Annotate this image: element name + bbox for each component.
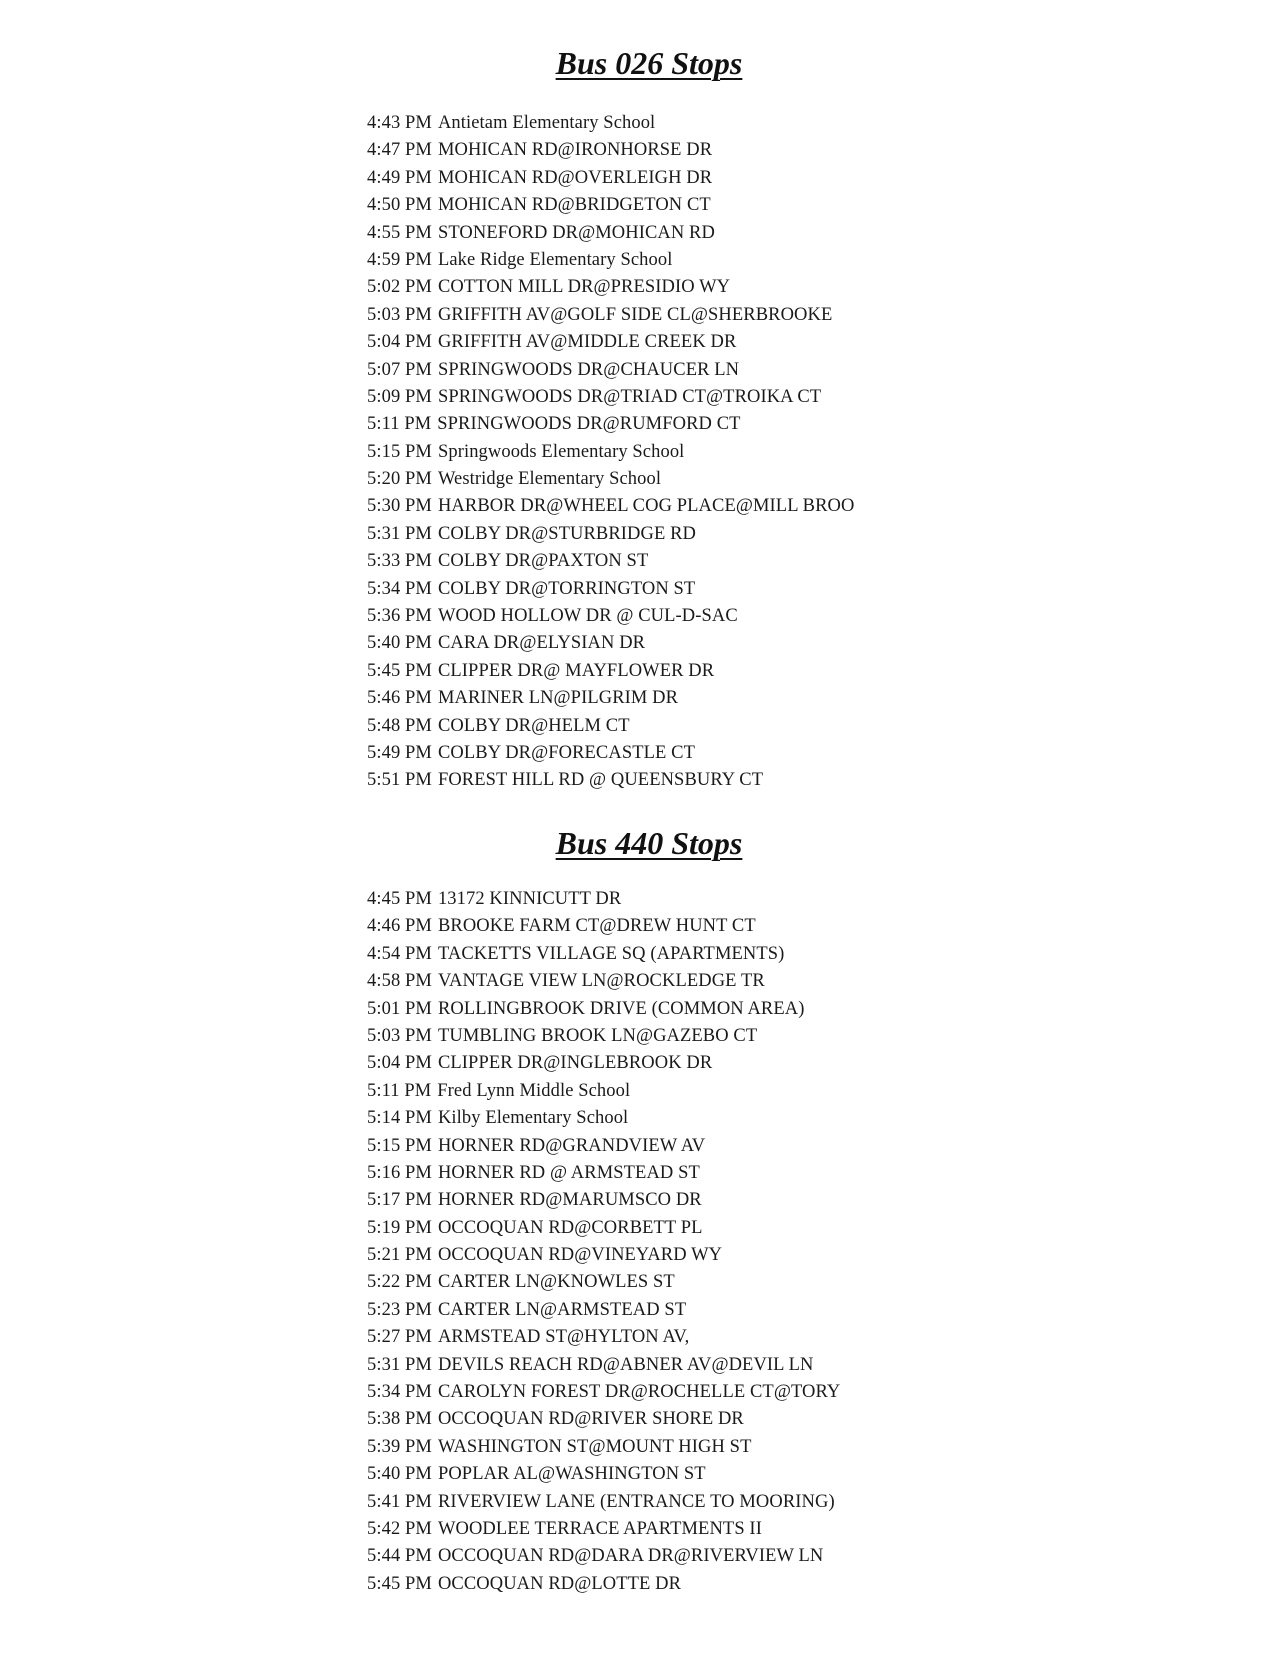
stop-item <box>367 1461 1278 1488</box>
stop-time: 5:17 PM <box>367 1190 432 1211</box>
stop-time: 5:40 PM <box>367 633 432 654</box>
stop-time: 5:21 PM <box>367 1245 432 1266</box>
stop-item <box>367 110 1278 137</box>
stop-time: 5:30 PM <box>367 496 432 517</box>
stop-item <box>367 603 1278 630</box>
stop-time: 4:47 PM <box>367 140 432 161</box>
stop-time: 5:07 PM <box>367 359 432 380</box>
stop-location: WOOD HOLLOW DR @ CUL-D-SAC <box>437 606 738 627</box>
stop-item <box>367 1050 1278 1077</box>
stop-item <box>367 220 1278 247</box>
stop-location: CARTER LN@KNOWLES ST <box>437 1272 675 1293</box>
stop-item <box>367 1379 1278 1406</box>
stop-time: 5:45 PM <box>367 660 432 681</box>
stop-item <box>367 411 1278 438</box>
stop-item <box>367 913 1278 940</box>
stop-item <box>367 1543 1278 1570</box>
stop-time: 4:58 PM <box>367 971 432 992</box>
stop-time: 5:34 PM <box>367 578 432 599</box>
stop-time: 5:20 PM <box>367 469 432 490</box>
stop-item <box>367 1489 1278 1516</box>
stop-location: MOHICAN RD@OVERLEIGH DR <box>437 167 713 188</box>
stop-time: 5:31 PM <box>367 1354 432 1375</box>
stop-time: 4:43 PM <box>367 113 432 133</box>
stop-location: SPRINGWOODS DR@CHAUCER LN <box>437 359 740 380</box>
stop-location: SPRINGWOODS DR@TRIAD CT@TROIKA CT <box>437 386 822 407</box>
stop-item <box>367 740 1278 767</box>
bus-026-stop-list <box>367 110 1278 795</box>
stop-location: MOHICAN RD@IRONHORSE DR <box>437 140 713 161</box>
stop-location: HORNER RD@MARUMSCO DR <box>437 1190 702 1211</box>
stop-time: 4:46 PM <box>367 916 432 937</box>
stop-time: 4:45 PM <box>367 889 432 909</box>
stop-item <box>367 1406 1278 1433</box>
stop-location: TUMBLING BROOK LN@GAZEBO CT <box>437 1025 758 1046</box>
stop-location: HARBOR DR@WHEEL COG PLACE@MILL BROO <box>437 496 855 517</box>
stop-time: 5:14 PM <box>367 1108 432 1129</box>
stop-location: Westridge Elementary School <box>437 469 662 490</box>
stop-location: COLBY DR@TORRINGTON ST <box>437 578 696 599</box>
stop-item <box>367 1324 1278 1351</box>
stop-time: 5:49 PM <box>367 742 432 763</box>
stop-location: HORNER RD @ ARMSTEAD ST <box>437 1162 700 1183</box>
stop-item <box>367 493 1278 520</box>
stop-item <box>367 1571 1278 1598</box>
stop-item <box>367 767 1278 794</box>
stop-item <box>367 941 1278 968</box>
stop-item <box>367 1269 1278 1296</box>
stop-location: COLBY DR@FORECASTLE CT <box>437 742 695 763</box>
stop-time: 5:19 PM <box>367 1217 432 1238</box>
stop-location: OCCOQUAN RD@VINEYARD WY <box>437 1245 723 1266</box>
stop-item <box>367 466 1278 493</box>
stop-location: HORNER RD@GRANDVIEW AV <box>437 1135 706 1156</box>
stop-item <box>367 886 1278 913</box>
stop-item <box>367 384 1278 411</box>
stop-location: TACKETTS VILLAGE SQ (APARTMENTS) <box>437 943 785 964</box>
stop-time: 5:01 PM <box>367 998 432 1019</box>
bus-440-section <box>0 818 1278 1598</box>
stop-location: CARTER LN@ARMSTEAD ST <box>437 1299 687 1320</box>
stop-time: 4:49 PM <box>367 167 432 188</box>
stop-item <box>367 137 1278 164</box>
stop-item <box>367 1297 1278 1324</box>
stop-time: 5:03 PM <box>367 304 432 325</box>
stop-time: 5:09 PM <box>367 386 432 407</box>
stop-location: Antietam Elementary School <box>437 113 656 133</box>
stop-location: FOREST HILL RD @ QUEENSBURY CT <box>437 770 764 791</box>
stop-location: WOODLEE TERRACE APARTMENTS II <box>437 1518 762 1539</box>
stop-item <box>367 1516 1278 1543</box>
stop-time: 5:41 PM <box>367 1491 432 1512</box>
stop-item <box>367 1160 1278 1187</box>
stop-item <box>367 1078 1278 1105</box>
stop-location: CARA DR@ELYSIAN DR <box>437 633 646 654</box>
stop-time: 5:36 PM <box>367 606 432 627</box>
stop-time: 5:40 PM <box>367 1464 432 1485</box>
stop-location: OCCOQUAN RD@RIVER SHORE DR <box>437 1409 744 1430</box>
stop-location: ARMSTEAD ST@HYLTON AV, <box>437 1327 690 1348</box>
stop-location: GRIFFITH AV@GOLF SIDE CL@SHERBROOKE <box>437 304 833 325</box>
stop-time: 5:04 PM <box>367 1053 432 1074</box>
stop-item <box>367 165 1278 192</box>
stop-item <box>367 247 1278 274</box>
stop-location: Kilby Elementary School <box>437 1108 629 1129</box>
stop-time: 5:16 PM <box>367 1162 432 1183</box>
stop-location: POPLAR AL@WASHINGTON ST <box>437 1464 706 1485</box>
stop-time: 5:04 PM <box>367 332 432 353</box>
stop-time: 5:15 PM <box>367 441 432 462</box>
stop-item <box>367 548 1278 575</box>
stop-item <box>367 329 1278 356</box>
stop-item <box>367 968 1278 995</box>
stop-time: 5:39 PM <box>367 1436 432 1457</box>
stop-location: COTTON MILL DR@PRESIDIO WY <box>437 277 731 298</box>
stop-item <box>367 576 1278 603</box>
stop-time: 5:03 PM <box>367 1025 432 1046</box>
stop-time: 5:15 PM <box>367 1135 432 1156</box>
bus-026-title: Bus 026 Stops <box>555 45 743 81</box>
stop-location: BROOKE FARM CT@DREW HUNT CT <box>437 916 756 937</box>
stop-time: 5:45 PM <box>367 1573 432 1594</box>
stop-item <box>367 1434 1278 1461</box>
bus-440-title: Bus 440 Stops <box>555 825 743 861</box>
stop-time: 5:51 PM <box>367 770 432 791</box>
stop-time: 5:27 PM <box>367 1327 432 1348</box>
stop-location: OCCOQUAN RD@DARA DR@RIVERVIEW LN <box>437 1546 824 1567</box>
stop-item <box>367 1105 1278 1132</box>
stop-time: 5:33 PM <box>367 551 432 572</box>
stop-item <box>367 1023 1278 1050</box>
stop-location: Fred Lynn Middle School <box>437 1080 631 1101</box>
stop-location: OCCOQUAN RD@LOTTE DR <box>437 1573 682 1594</box>
stop-time: 5:11 PM <box>367 1080 432 1101</box>
stop-item <box>367 357 1278 384</box>
stop-location: WASHINGTON ST@MOUNT HIGH ST <box>437 1436 752 1457</box>
stop-location: GRIFFITH AV@MIDDLE CREEK DR <box>437 332 737 353</box>
stop-item <box>367 1242 1278 1269</box>
bus-440-stop-list <box>367 886 1278 1598</box>
stop-time: 5:22 PM <box>367 1272 432 1293</box>
stop-location: MARINER LN@PILGRIM DR <box>437 688 679 709</box>
stop-location: COLBY DR@STURBRIDGE RD <box>437 523 697 544</box>
stop-time: 5:38 PM <box>367 1409 432 1430</box>
stop-location: COLBY DR@HELM CT <box>437 715 630 736</box>
stop-location: CLIPPER DR@ MAYFLOWER DR <box>437 660 715 681</box>
stop-item <box>367 630 1278 657</box>
stop-location: ROLLINGBROOK DRIVE (COMMON AREA) <box>437 998 805 1019</box>
stop-time: 5:42 PM <box>367 1518 432 1539</box>
stop-time: 5:23 PM <box>367 1299 432 1320</box>
stop-location: Springwoods Elementary School <box>437 441 685 462</box>
stop-item <box>367 274 1278 301</box>
stop-time: 5:46 PM <box>367 688 432 709</box>
stop-location: VANTAGE VIEW LN@ROCKLEDGE TR <box>437 971 765 992</box>
stop-location: CAROLYN FOREST DR@ROCHELLE CT@TORY <box>437 1382 841 1403</box>
stop-item <box>367 996 1278 1023</box>
stop-time: 5:02 PM <box>367 277 432 298</box>
stop-item <box>367 713 1278 740</box>
stop-item <box>367 439 1278 466</box>
stop-time: 5:11 PM <box>367 414 432 435</box>
stop-item <box>367 1215 1278 1242</box>
stop-item <box>367 1133 1278 1160</box>
stop-location: MOHICAN RD@BRIDGETON CT <box>437 195 711 216</box>
stop-time: 5:44 PM <box>367 1546 432 1567</box>
stop-time: 4:50 PM <box>367 195 432 216</box>
stop-location: COLBY DR@PAXTON ST <box>437 551 649 572</box>
stop-time: 4:59 PM <box>367 249 432 270</box>
stop-time: 5:48 PM <box>367 715 432 736</box>
stop-time: 4:54 PM <box>367 943 432 964</box>
stop-location: SPRINGWOODS DR@RUMFORD CT <box>437 414 741 435</box>
stop-item <box>367 1187 1278 1214</box>
stop-location: Lake Ridge Elementary School <box>437 249 673 270</box>
stop-location: OCCOQUAN RD@CORBETT PL <box>437 1217 703 1238</box>
bus-026-section <box>0 38 1278 795</box>
stop-item <box>367 658 1278 685</box>
stop-location: 13172 KINNICUTT DR <box>437 889 622 909</box>
stop-time: 5:31 PM <box>367 523 432 544</box>
stop-location: RIVERVIEW LANE (ENTRANCE TO MOORING) <box>437 1491 835 1512</box>
stop-location: DEVILS REACH RD@ABNER AV@DEVIL LN <box>437 1354 814 1375</box>
stop-time: 5:34 PM <box>367 1382 432 1403</box>
stop-item <box>367 302 1278 329</box>
stop-item <box>367 521 1278 548</box>
stop-item <box>367 685 1278 712</box>
stop-location: CLIPPER DR@INGLEBROOK DR <box>437 1053 713 1074</box>
stop-location: STONEFORD DR@MOHICAN RD <box>437 222 715 243</box>
stop-time: 4:55 PM <box>367 222 432 243</box>
stop-item <box>367 1352 1278 1379</box>
stop-item <box>367 192 1278 219</box>
